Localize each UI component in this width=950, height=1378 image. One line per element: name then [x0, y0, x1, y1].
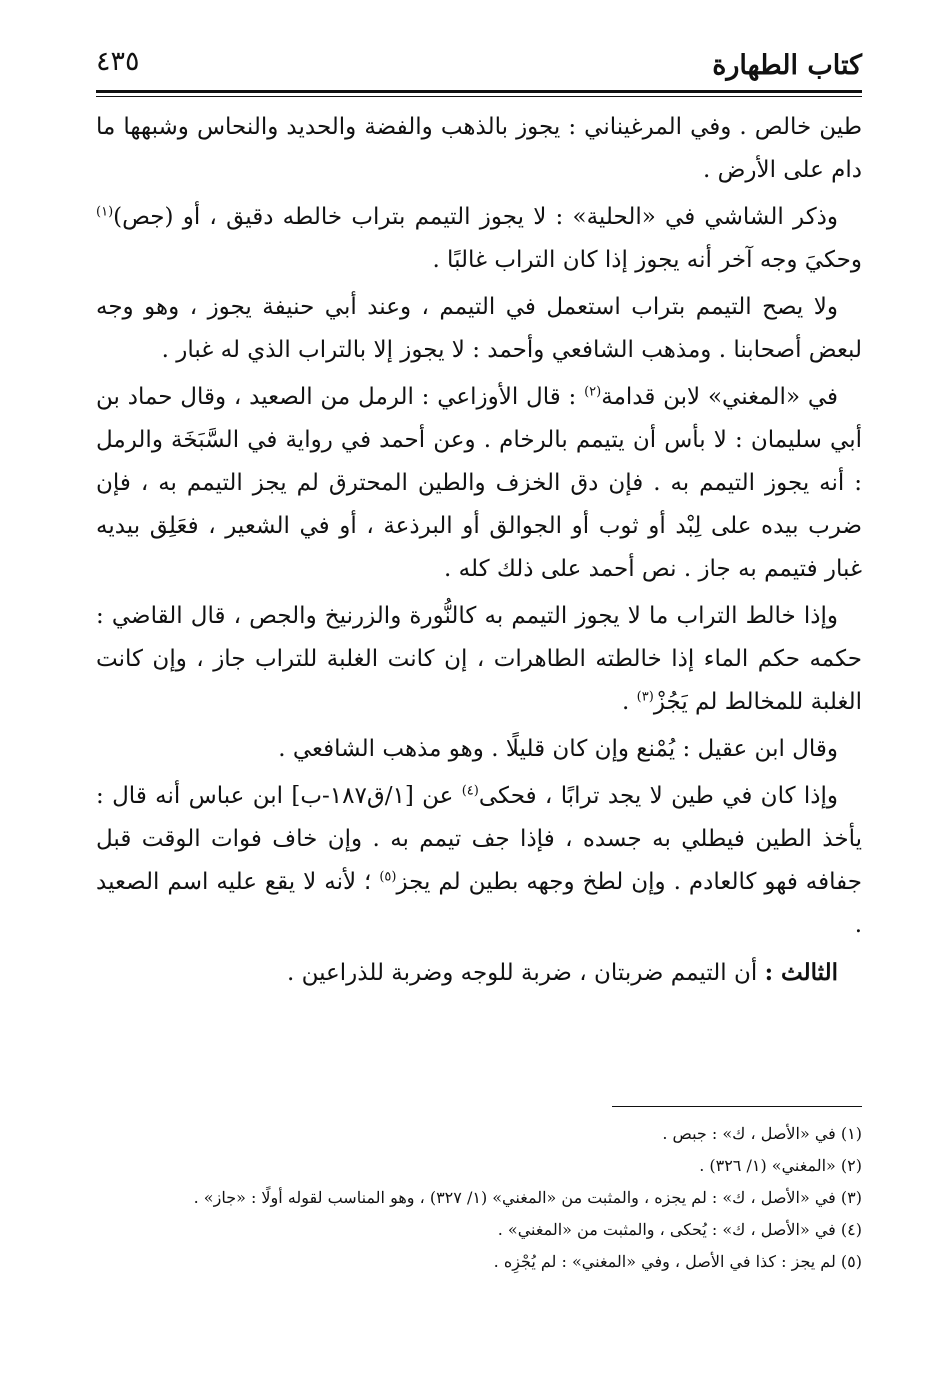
- footnote: (٤) في «الأصل ، ك» : يُحكى ، والمثبت من «المغني» .: [497, 1220, 862, 1239]
- paragraph: الثالث : أن التيمم ضربتان ، ضربة للوجه وضربة للذراعين .: [286, 959, 838, 986]
- footnote-marker: (٥): [379, 869, 397, 885]
- footnote-marker: (٣): [636, 689, 654, 705]
- chapter-title: كتاب الطهارة: [712, 50, 862, 81]
- footnote: (٥) لم يجز : كذا في الأصل ، وفي «المغني» : لم يُجْزِه .: [493, 1252, 862, 1271]
- header-rule-thick: [96, 90, 862, 93]
- footnote-marker: (٢): [584, 384, 602, 400]
- section-lead: الثالث :: [764, 959, 838, 986]
- page-header: [96, 42, 862, 86]
- paragraph: وإذا كان في طين لا يجد ترابًا ، فحكى$^{(٤)}$ عن [١/ق١٨٧-ب] ابن عباس أنه قال : يأخذ الطين فيطلي به جسده ، فإذا جف تيمم به . وإن خاف فوات الوقت قبل جفافه فهو كالعادم . وإن لطخ وجهه بطين لم يجز$^{(٥)}$ ؛ لأنه لا يقع عليه اسم الصعيد .: [96, 783, 862, 938]
- paragraph: وذكر الشاشي في «الحلية» : لا يجوز التيمم بتراب خالطه دقيق ، أو (جص)$^{(١)}$ وحكيَ وجه آخر أنه يجوز إذا كان التراب غالبًا .: [96, 204, 862, 273]
- header-rule-thin: [96, 96, 862, 97]
- footnote-marker: (٤): [461, 783, 479, 799]
- footnote-separator: [612, 1106, 862, 1107]
- page-number: ٤٣٥: [96, 46, 140, 77]
- footnote: (٢) «المغني» (١/ ٣٢٦) .: [699, 1156, 862, 1175]
- footnote-marker: (١): [96, 204, 114, 220]
- paragraph: وإذا خالط التراب ما لا يجوز التيمم به كالنُّورة والزرنيخ والجص ، قال القاضي : حكمه حكم الماء إذا خالطته الطاهرات ، إن كانت الغلبة للتراب جاز ، وإن كانت الغلبة للمخالط لم يَجُزْ$^{(٣)}$ .: [96, 603, 862, 715]
- paragraph: طين خالص . وفي المرغيناني : يجوز بالذهب والفضة والحديد والنحاس وشبهها ما دام على الأرض .: [96, 114, 862, 183]
- main-text: [96, 106, 862, 999]
- footnote: (١) في «الأصل ، ك» : جبص .: [662, 1124, 862, 1143]
- paragraph: ولا يصح التيمم بتراب استعمل في التيمم ، وعند أبي حنيفة يجوز ، وهو وجه لبعض أصحابنا . ومذهب الشافعي وأحمد : لا يجوز إلا بالتراب الذي له غبار .: [96, 294, 862, 363]
- paragraph: في «المغني» لابن قدامة$^{(٢)}$ : قال الأوزاعي : الرمل من الصعيد ، وقال حماد بن أبي سليمان : لا بأس أن يتيمم بالرخام . وعن أحمد في رواية في السَّبَخَة والرمل : أنه يجوز التيمم به . فإن دق الخزف والطين المحترق لم يجز التيمم به ، فإن ضرب بيده على لِبْد أو ثوب أو الجوالق أو البرذعة ، أو في الشعير ، فعَلِق بيديه غبار فتيمم به جاز . نص أحمد على ذلك كله .: [96, 384, 862, 582]
- paragraph: وقال ابن عقيل : يُمْنع وإن كان قليلًا . وهو مذهب الشافعي .: [278, 736, 838, 762]
- footnotes: [96, 1118, 862, 1278]
- footnote: (٣) في «الأصل ، ك» : لم يجزه ، والمثبت من «المغني» (١/ ٣٢٧) ، وهو المناسب لقوله أولًا : «جاز» .: [193, 1188, 862, 1207]
